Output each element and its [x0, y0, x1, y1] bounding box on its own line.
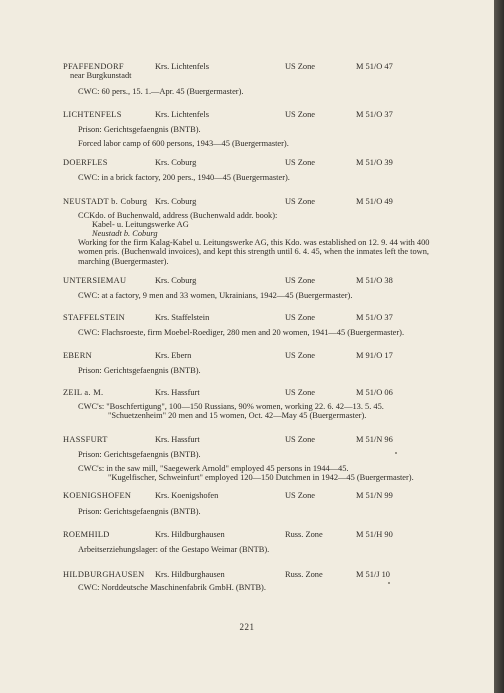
map-ref: M 51/O 06	[356, 388, 393, 397]
map-ref: M 51/O 47	[356, 62, 393, 71]
place-name: DOERFLES	[63, 158, 108, 167]
cckdo-line: CCKdo. of Buchenwald, address (Buchenwald addr. book):	[78, 211, 278, 220]
place-name: KOENIGSHOFEN	[63, 491, 132, 500]
kreis: Krs. Coburg	[155, 276, 197, 285]
kreis: Krs. Staffelstein	[155, 313, 210, 322]
map-ref: M 51/O 37	[356, 110, 393, 119]
zone: Russ. Zone	[285, 570, 323, 579]
zone: US Zone	[285, 351, 316, 360]
kreis: Krs. Hildburghausen	[155, 530, 225, 539]
entry-text: Arbeitserziehungslager: of the Gestapo Weimar (BNTB).	[78, 545, 270, 554]
zone: US Zone	[285, 491, 316, 500]
entry-text: CWC: Flachsroeste, firm Moebel-Roediger, 280 men and 20 women, 1941—45 (Buergermaster).	[78, 328, 405, 337]
place-name: ZEIL a. M.	[63, 388, 104, 397]
paper-speck	[388, 582, 390, 584]
page-number: 221	[239, 622, 255, 632]
place-sub: near Burgkunstadt	[70, 71, 132, 80]
zone: US Zone	[285, 388, 316, 397]
kreis: Krs. Hassfurt	[155, 435, 200, 444]
place-name: NEUSTADT b. Coburg	[63, 197, 148, 206]
kreis: Krs. Coburg	[155, 197, 197, 206]
address-line-2: Neustadt b. Coburg	[92, 229, 158, 238]
place-name: EBERN	[63, 351, 92, 360]
map-ref: M 51/N 96	[356, 435, 393, 444]
zone: US Zone	[285, 197, 316, 206]
map-ref: M 51/J 10	[356, 570, 390, 579]
kreis: Krs. Lichtenfels	[155, 62, 209, 71]
entry-text: CWC: at a factory, 9 men and 33 women, Ukrainians, 1942—45 (Buergermaster).	[78, 291, 353, 300]
entry-text: Prison: Gerichtsgefaengnis (BNTB).	[78, 507, 201, 516]
entry-text: Prison: Gerichtsgefaengnis (BNTB).	[78, 366, 201, 375]
map-ref: M 51/H 90	[356, 530, 393, 539]
paper-speck	[395, 452, 397, 454]
entry-text: "Schuetzenheim" 20 men and 15 women, Oct. 42—May 45 (Buergermaster).	[108, 411, 367, 420]
zone: US Zone	[285, 276, 316, 285]
kreis: Krs. Lichtenfels	[155, 110, 209, 119]
entry-text: CWC: in a brick factory, 200 pers., 1940—45 (Buergermaster).	[78, 173, 290, 182]
map-ref: M 51/O 49	[356, 197, 393, 206]
zone: US Zone	[285, 62, 316, 71]
map-ref: M 51/N 99	[356, 491, 393, 500]
entry-text: CWC: 60 pers., 15. 1.—Apr. 45 (Buergermaster).	[78, 87, 244, 96]
entry-text: CWC's: "Boschfertigung", 100—150 Russians, 90% women, working 22. 6. 42—13. 5. 45.	[78, 402, 384, 411]
place-name: UNTERSIEMAU	[63, 276, 127, 285]
zone: Russ. Zone	[285, 530, 323, 539]
zone: US Zone	[285, 313, 316, 322]
map-ref: M 91/O 17	[356, 351, 393, 360]
map-ref: M 51/O 38	[356, 276, 393, 285]
place-name: ROEMHILD	[63, 530, 110, 539]
entry-text: Forced labor camp of 600 persons, 1943—45 (Buergermaster).	[78, 139, 289, 148]
kreis: Krs. Koenigshofen	[155, 491, 219, 500]
map-ref: M 51/O 37	[356, 313, 393, 322]
kreis: Krs. Hildburghausen	[155, 570, 225, 579]
entry-text: CWC: Norddeutsche Maschinenfabrik GmbH. (BNTB).	[78, 583, 266, 592]
map-ref: M 51/O 39	[356, 158, 393, 167]
kreis: Krs. Coburg	[155, 158, 197, 167]
entry-text: "Kugelfischer, Schweinfurt" employed 120—150 Dutchmen in 1942—45 (Buergermaster).	[108, 473, 414, 482]
place-name: PFAFFENDORF	[63, 62, 124, 71]
zone: US Zone	[285, 435, 316, 444]
place-name: HILDBURGHAUSEN	[63, 570, 145, 579]
zone: US Zone	[285, 110, 316, 119]
page-edge-shadow	[494, 0, 504, 693]
entry-text: CWC's: in the saw mill, "Saegewerk Arnold" employed 45 persons in 1944—45.	[78, 464, 349, 473]
entry-text: Prison: Gerichtsgefaengnis (BNTB).	[78, 125, 201, 134]
entry-paragraph: Working for the firm Kalag-Kabel u. Leitungswerke AG, this Kdo. was established on 12. 9. 44 with 400 women pris. (Buchenwald invoices), and kept this strength until 6. 4. 45, when the inmates left the town, marching (Buergermaster).	[78, 238, 430, 266]
place-name: LICHTENFELS	[63, 110, 122, 119]
zone: US Zone	[285, 158, 316, 167]
place-name: STAFFELSTEIN	[63, 313, 126, 322]
place-name: HASSFURT	[63, 435, 108, 444]
kreis: Krs. Hassfurt	[155, 388, 200, 397]
address-line-1: Kabel- u. Leitungswerke AG	[92, 220, 189, 229]
kreis: Krs. Ebern	[155, 351, 192, 360]
entry-text: Prison: Gerichtsgefaengnis (BNTB).	[78, 450, 201, 459]
